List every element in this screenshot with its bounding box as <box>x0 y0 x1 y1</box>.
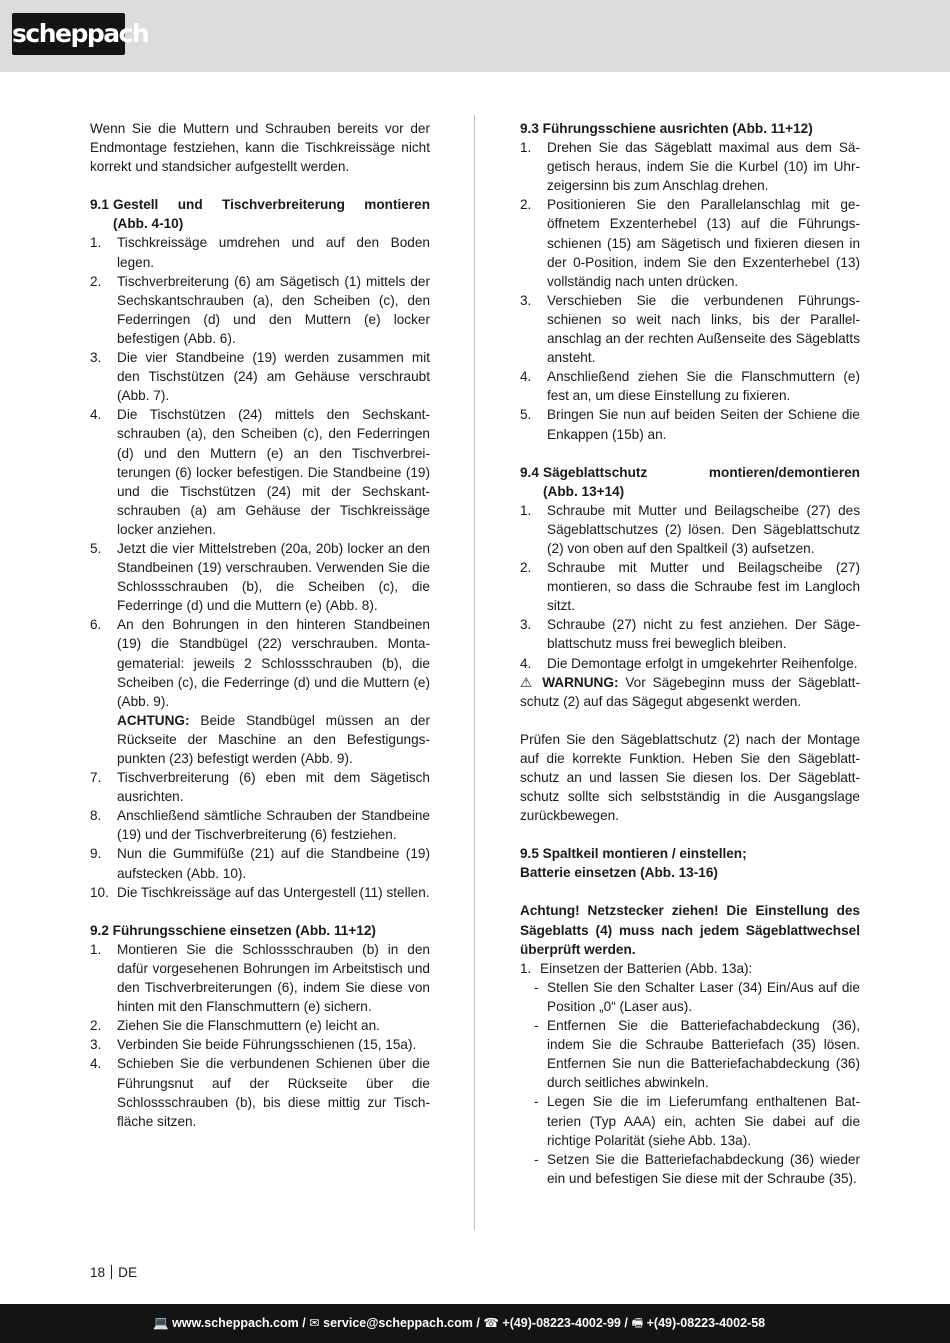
header-bar <box>0 0 950 72</box>
section-9-4-heading: 9.4 Sägeblattschutz montieren/demontieren (Abb. 13+14) <box>520 463 860 501</box>
sub-item: - Setzen Sie die Batteriefachabdeckung (36) wieder ein und befestigen Sie diese mit der Schraube (35). <box>534 1151 860 1186</box>
column-divider <box>474 115 475 1230</box>
list-item: 5. Jetzt die vier Mittelstreben (20a, 20b) locker an den Standbeinen (19) verschrauben. Verwenden Sie die Schlossschrauben (b), die Scheiben (c), die Federringe (d) und die Muttern (e) (Abb. 8). <box>90 540 430 614</box>
section-9-3-heading: 9.3 Führungsschiene ausrichten (Abb. 11+12) <box>520 121 813 136</box>
list-item: 1. Drehen Sie das Sägeblatt maximal aus dem Sägetisch heraus, indem Sie die Kurbel (10) im Uhrzeigersinn bis zum Anschlag drehen. <box>520 140 860 194</box>
phone-icon: ☎ <box>483 1316 499 1330</box>
list-item: 4. Anschließend ziehen Sie die Flanschmuttern (e) fest an, um diese Einstellung zu fixieren. <box>520 369 860 404</box>
sub-item: - Entfernen Sie die Batteriefachabdeckung (36), indem Sie die Schraube Batteriefach (35) lösen. Entfernen Sie nun die Batteriefachabdeckung (36) durch seitliches abwinkeln. <box>534 1018 860 1091</box>
sub-item: - Stellen Sie den Schalter Laser (34) Ein/Aus auf die Position „0“ (Laser aus). <box>534 979 860 1014</box>
section-9-1-list <box>90 233 430 901</box>
website-link[interactable]: www.scheppach.com / <box>172 1316 306 1330</box>
section-9-2-list <box>90 940 430 1131</box>
language-code: DE <box>118 1265 138 1280</box>
list-item: 3. Die vier Standbeine (19) werden zusammen mit den Tischstützen (24) am Gehäuse verschraubt (Abb. 7). <box>90 350 430 404</box>
phone-number: +(49)-08223-4002-99 / <box>502 1316 628 1330</box>
fax-number: +(49)-08223-4002-58 <box>646 1316 766 1330</box>
sub-item: - Legen Sie die im Lieferumfang enthaltenen Batterien (Typ AAA) ein, achten Sie dabei auf die richtige Polarität (siehe Abb. 13a). <box>534 1094 860 1148</box>
email-icon: ✉ <box>309 1316 320 1330</box>
list-item: 4. Die Tischstützen (24) mittels den Sechskantschrauben (a), den Scheiben (c), den Federringen (d) und den Muttern (e) an den Tischverbreiterungen (6) locker befestigen. Die Standbeine (19) und die Tischstützen (24) mit der Sechskantschrauben (a) am Gehäuse der Tischkreissäge locker anziehen. <box>90 407 430 537</box>
email-link[interactable]: service@scheppach.com / <box>323 1316 480 1330</box>
list-item: 3. Schraube (27) nicht zu fest anziehen. Der Sägeblattschutz muss frei beweglich bleiben. <box>520 617 860 652</box>
list-item: 4. Die Demontage erfolgt in umgekehrter Reihenfolge. <box>520 655 858 671</box>
list-item: 8. Anschließend sämtliche Schrauben der Standbeine (19) und der Tischverbreiterung (6) festziehen. <box>90 808 430 843</box>
list-item: 3. Verschieben Sie die verbundenen Führungsschienen so weit nach links, bis der Parallelanschlag an der rechten Außenseite des Sägeblatts ansteht. <box>520 292 860 366</box>
section-number: 9.4 <box>520 464 539 480</box>
page-number: 18 DE <box>90 1265 138 1280</box>
scheppach-logo: scheppach <box>12 13 125 55</box>
section-9-2-heading: 9.2 Führungsschiene einsetzen (Abb. 11+12) <box>90 922 376 938</box>
list-item: 2. Positionieren Sie den Parallelanschlag mit geöffnetem Exzenterhebel (13) auf die Führungsschienen (15) am Sägetisch und fixieren diesen in der 0-Position, indem Sie den Exzenterhebel (13) vollständig nach unten drücken. <box>520 197 860 289</box>
list-item: 2. Schraube mit Mutter und Beilagscheibe (27) montieren, so dass die Schraube fest im Langloch sitzt. <box>520 560 860 614</box>
list-item: 2. Tischverbreiterung (6) am Sägetisch (1) mittels der Sechskantschrauben (a), den Scheiben (c), den Federringen (d) und den Muttern (e) locker befestigen (Abb. 6). <box>90 273 430 346</box>
left-column <box>90 119 430 1131</box>
list-item: 4. Schieben Sie die verbundenen Schienen über die Führungsnut auf der Rückseite über die Schlossschrauben (b), bis diese mittig zur Tischfläche sitzen. <box>90 1056 430 1129</box>
warning-icon: ⚠ <box>520 674 536 690</box>
list-item: 3. Verbinden Sie beide Führungsschienen (15, 15a). <box>90 1037 417 1053</box>
contact-bar <box>0 1304 950 1343</box>
section-9-1-heading: 9.1 Gestell und Tischverbreiterung montieren (Abb. 4-10) <box>90 195 430 233</box>
list-item: 7. Tischverbreiterung (6) eben mit dem Sägetisch ausrichten. <box>90 770 430 805</box>
right-column <box>520 119 860 1188</box>
list-item: 10. Die Tischkreissäge auf das Untergestell (11) stellen. <box>90 884 430 900</box>
check-paragraph: Prüfen Sie den Sägeblattschutz (2) nach der Montage auf die korrekte Funktion. Heben Sie den Sägeblattschutz an und lassen Sie diesen los. Der Sägeblattschutz sollte sich selbstständig in die Ausgangslage zurückbewegen. <box>520 731 860 824</box>
section-number: 9.1 <box>90 197 109 213</box>
list-item: 1. Schraube mit Mutter und Beilagscheibe (27) des Sägeblattschutzes (2) lösen. Den Sägeblattschutz (2) von oben auf den Spaltkeil (3) aufsetzen. <box>520 502 860 556</box>
fax-icon: 🖷 <box>631 1316 644 1330</box>
section-9-4-list <box>520 501 860 673</box>
attention-note: ACHTUNG: Beide Standbügel müssen an der Rückseite der Maschine an den Befestigungspunkten (23) befestigt werden (Abb. 9). <box>117 712 430 766</box>
attention-paragraph: Achtung! Netzstecker ziehen! Die Einstellung des Sägeblatts (4) muss nach jedem Sägeblattwechsel überprüft werden. <box>520 903 860 957</box>
intro-paragraph: Wenn Sie die Muttern und Schrauben bereits vor der Endmontage festziehen, kann die Tischkreissäge nicht korrekt und standsicher aufgestellt werden. <box>90 121 430 175</box>
list-item: 2. Ziehen Sie die Flanschmuttern (e) leicht an. <box>90 1018 380 1034</box>
battery-step: 1. Einsetzen der Batterien (Abb. 13a): <box>520 960 753 976</box>
section-9-3-list <box>520 138 860 444</box>
list-item: 1. Montieren Sie die Schlossschrauben (b) in den dafür vorgesehenen Bohrungen im Arbeitstisch und den Tischverbreiterungen (6), indem Sie diese von hinten mit den Flanschmuttern (e) sichern. <box>90 941 430 1015</box>
computer-icon: 💻 <box>153 1316 169 1330</box>
list-item: 1. Tischkreissäge umdrehen und auf den Boden legen. <box>90 235 430 270</box>
section-9-5-heading: 9.5 Spaltkeil montieren / einstellen; Batterie einsetzen (Abb. 13-16) <box>520 846 747 881</box>
list-item: 9. Nun die Gummifüße (21) auf die Standbeine (19) aufstecken (Abb. 10). <box>90 846 430 881</box>
warning-note: ⚠ WARNUNG: Vor Sägebeginn muss der Sägeblattschutz (2) auf das Sägegut abgesenkt werden. <box>520 674 860 709</box>
list-item: 5. Bringen Sie nun auf beiden Seiten der Schiene die Enkappen (15b) an. <box>520 407 860 442</box>
list-item: 6. An den Bohrungen in den hinteren Standbeinen (19) die Standbügel (22) verschrauben. Montagematerial: jeweils 2 Schlossschrauben (b), die Scheiben (c), die Federringe (d) und die Muttern (e) (Abb. 9). <box>90 617 430 709</box>
